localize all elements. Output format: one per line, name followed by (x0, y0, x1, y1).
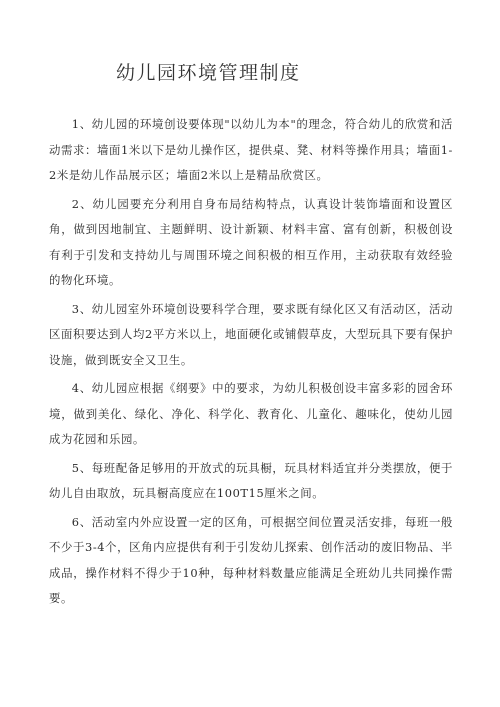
paragraph-3: 3、幼儿园室外环境创设要科学合理，要求既有绿化区又有活动区，活动区面积要达到人均2平方米以上，地面硬化或铺假草皮，大型玩具下要有保护设施，做到既安全又卫生。 (49, 301, 453, 367)
paragraph-2: 2、幼儿园要充分利用自身布局结构特点，认真设计装饰墙面和设置区角，做到因地制宜、主题鲜明、设计新颖、材料丰富、富有创新，积极创设有利于引发和支持幼儿与周围环境之间积极的相互作用，主动获取有效经验的物化环境。 (49, 196, 453, 287)
document-title: 幼儿园环境管理制度 (116, 62, 301, 84)
paragraph-5: 5、每班配备足够用的开放式的玩具橱，玩具材料适宜并分类摆放，便于幼儿自由取放，玩具橱高度应在100T15厘米之间。 (49, 460, 453, 500)
paragraph-4: 4、幼儿园应根据《纲要》中的要求，为幼儿积极创设丰富多彩的园舍环境，做到美化、绿化、净化、科学化、教育化、儿童化、趣味化，使幼儿园成为花园和乐园。 (49, 381, 453, 446)
paragraph-6: 6、活动室内外应设置一定的区角，可根据空间位置灵活安排，每班一般不少于3-4个，区角内应提供有利于引发幼儿探索、创作活动的废旧物品、半成品，操作材料不得少于10种，每种材料数量应能满足全班幼儿共同操作需要。 (49, 514, 453, 605)
paragraph-1: 1、幼儿园的环境创设要体现"以幼儿为本"的理念，符合幼儿的欣赏和活动需求：墙面1米以下是幼儿操作区，提供桌、凳、材料等操作用具；墙面1-2米是幼儿作品展示区；墙面2米以上是精品欣赏区。 (49, 117, 453, 182)
document-body (49, 112, 453, 615)
